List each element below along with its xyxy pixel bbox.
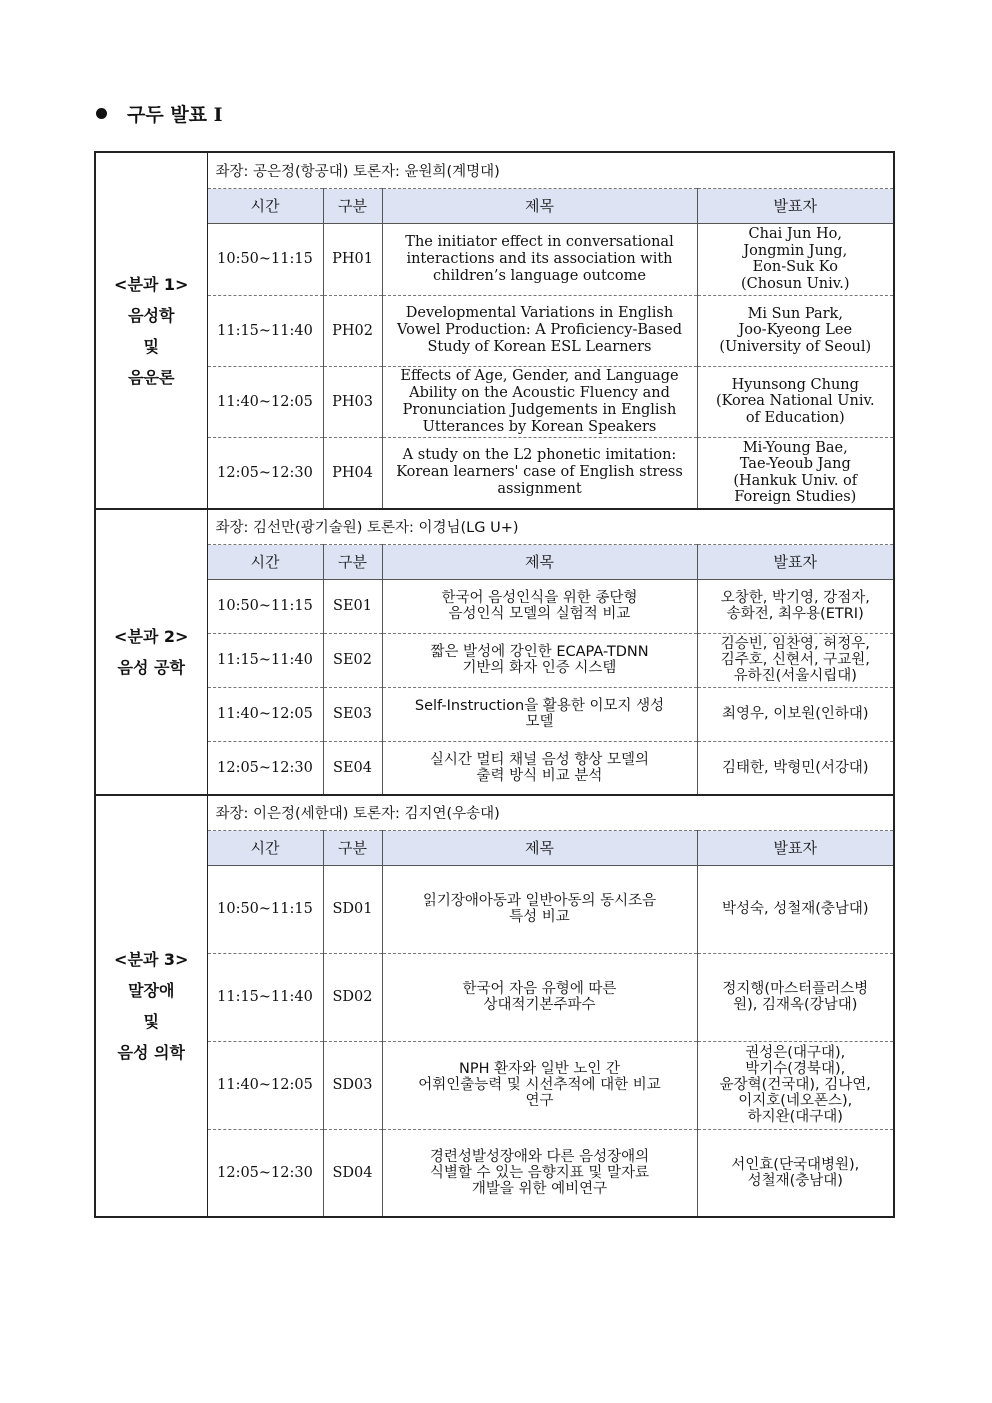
- title-line: Pronunciation Judgements in English: [402, 401, 677, 418]
- table-row: [95, 741, 894, 795]
- title-cell: [382, 579, 697, 633]
- title-cell: [382, 953, 697, 1041]
- session-name-line: 음운론: [128, 367, 175, 387]
- time-cell: 12:05~12:30: [207, 437, 323, 509]
- time-cell: 11:15~11:40: [207, 953, 323, 1041]
- code-cell: PH02: [323, 295, 382, 366]
- title-header: 제목: [382, 830, 697, 865]
- column-header-row: [95, 830, 894, 865]
- presenter-cell: [697, 223, 894, 295]
- title-line: Developmental Variations in English: [405, 305, 674, 321]
- presenter-line: 유하진(서울시립대): [733, 668, 857, 684]
- title-line: 기반의 화자 인증 시스템: [462, 660, 617, 676]
- session-name-line: 음성 의학: [117, 1043, 185, 1062]
- title-line: NPH 환자와 일반 노인 간: [459, 1061, 620, 1077]
- presenter-line: (University of Seoul): [719, 338, 872, 355]
- title-line: A study on the L2 phonetic imitation:: [402, 447, 677, 464]
- time-cell: 11:40~12:05: [207, 366, 323, 437]
- session-name-line: <분과 2>: [114, 627, 189, 646]
- time-cell: 12:05~12:30: [207, 1129, 323, 1217]
- presenter-line: Mi-Young Bae,: [742, 439, 848, 456]
- session-name-line: <분과 1>: [114, 274, 189, 294]
- table-row: [95, 437, 894, 509]
- session-chair-info: 좌장: 이은정(세한대) 토론자: 김지연(우송대): [207, 795, 894, 830]
- title-line: 식별할 수 있는 음향지표 및 말자료: [429, 1164, 650, 1181]
- presenter-line: Mi Sun Park,: [747, 305, 843, 322]
- presenter-line: 원), 김재옥(강남대): [733, 997, 858, 1013]
- presenter-line: Hyunsong Chung: [731, 376, 859, 393]
- presenter-line: Jongmin Jung,: [743, 242, 848, 259]
- time-header: 시간: [207, 544, 323, 579]
- session-name-line: 및: [143, 336, 159, 356]
- code-cell: PH03: [323, 366, 382, 437]
- presenter-line: 최영우, 이보원(인하대): [721, 706, 869, 722]
- presenter-line: of Education): [745, 409, 845, 426]
- time-header: 시간: [207, 188, 323, 223]
- presenter-line: 이지호(네오폰스),: [738, 1093, 853, 1109]
- time-cell: 12:05~12:30: [207, 741, 323, 795]
- presenter-cell: [697, 579, 894, 633]
- session-name: [95, 795, 207, 1217]
- title-cell: [382, 223, 697, 295]
- presenter-header: 발표자: [697, 830, 894, 865]
- title-cell: [382, 687, 697, 741]
- title-line: 어휘인출능력 및 시선추적에 대한 비교: [418, 1077, 661, 1093]
- presenter-line: 서인효(단국대병원),: [731, 1156, 860, 1173]
- session-name: [95, 509, 207, 795]
- title-cell: [382, 633, 697, 687]
- presenter-cell: [697, 687, 894, 741]
- presenter-line: (Chosun Univ.): [741, 275, 850, 292]
- presenter-line: 김승빈, 임찬영, 허정우,: [720, 636, 870, 652]
- code-header: 구분: [323, 188, 382, 223]
- table-row: [95, 295, 894, 366]
- title-line: 읽기장애아동과 일반아동의 동시조음: [422, 893, 657, 909]
- code-cell: SE01: [323, 579, 382, 633]
- table-row: [95, 1129, 894, 1217]
- code-header: 구분: [323, 544, 382, 579]
- presenter-line: Foreign Studies): [734, 489, 857, 506]
- time-cell: 10:50~11:15: [207, 579, 323, 633]
- bullet-icon: [96, 108, 107, 119]
- table-row: [95, 865, 894, 953]
- session-name-line: 음성 공학: [117, 658, 185, 677]
- title-line: Ability on the Acoustic Fluency and: [409, 384, 670, 401]
- table-row: [95, 366, 894, 437]
- presenter-line: 박기수(경북대),: [745, 1061, 846, 1077]
- column-header-row: [95, 544, 894, 579]
- presenter-cell: [697, 437, 894, 509]
- session-chair-row: [95, 152, 894, 188]
- presenter-line: 성철재(충남대): [747, 1172, 843, 1189]
- title-cell: [382, 1041, 697, 1129]
- title-line: 한국어 자음 유형에 따른: [462, 981, 617, 997]
- presenter-line: 윤장혁(건국대), 김나연,: [719, 1077, 871, 1093]
- title-header: 제목: [382, 544, 697, 579]
- presenter-line: 정지행(마스터플러스병: [722, 981, 869, 997]
- presenter-line: 오창한, 박기영, 강점자,: [720, 590, 870, 606]
- title-line: interactions and its association with: [406, 250, 673, 267]
- code-header: 구분: [323, 830, 382, 865]
- code-cell: SD04: [323, 1129, 382, 1217]
- presenter-line: Chai Jun Ho,: [748, 226, 842, 242]
- session-name-line: 및: [143, 1012, 159, 1031]
- title-line: children’s language outcome: [433, 267, 646, 284]
- title-line: assignment: [497, 481, 582, 498]
- presenter-line: (Hankuk Univ. of: [733, 472, 858, 489]
- presenter-line: Eon-Suk Ko: [752, 259, 838, 275]
- presenter-cell: [697, 1129, 894, 1217]
- title-cell: [382, 295, 697, 366]
- presenter-cell: [697, 366, 894, 437]
- code-cell: SD02: [323, 953, 382, 1041]
- time-cell: 11:40~12:05: [207, 687, 323, 741]
- title-line: Study of Korean ESL Learners: [427, 339, 652, 355]
- code-cell: SD01: [323, 865, 382, 953]
- title-line: 경련성발성장애와 다른 음성장애의: [429, 1148, 650, 1165]
- time-cell: 11:40~12:05: [207, 1041, 323, 1129]
- title-cell: [382, 865, 697, 953]
- schedule-table: [94, 151, 895, 1218]
- session-name-line: 음성학: [128, 305, 175, 325]
- time-header: 시간: [207, 830, 323, 865]
- presenter-line: 송화전, 최우용(ETRI): [726, 606, 864, 622]
- presenter-line: Tae-Yeoub Jang: [739, 456, 851, 473]
- title-line: 모델: [525, 714, 554, 730]
- time-cell: 11:15~11:40: [207, 295, 323, 366]
- presenter-cell: [697, 953, 894, 1041]
- title-line: 연구: [525, 1093, 554, 1109]
- presenter-line: 김주호, 신현서, 구교원,: [720, 652, 870, 668]
- session-chair-row: [95, 509, 894, 544]
- title-line: The initiator effect in conversational: [405, 233, 674, 250]
- code-cell: SE02: [323, 633, 382, 687]
- code-cell: SE03: [323, 687, 382, 741]
- presenter-line: (Korea National Univ.: [715, 393, 875, 410]
- section-heading: [94, 98, 223, 128]
- table-row: [95, 633, 894, 687]
- title-cell: [382, 1129, 697, 1217]
- table-row: [95, 223, 894, 295]
- presenter-cell: [697, 633, 894, 687]
- presenter-line: 박성숙, 성철재(충남대): [721, 901, 869, 917]
- table-row: [95, 1041, 894, 1129]
- table-row: [95, 953, 894, 1041]
- presenter-line: 하지완(대구대): [747, 1109, 843, 1125]
- title-line: 실시간 멀티 채널 음성 향상 모델의: [429, 751, 650, 768]
- title-line: 출력 방식 비교 분석: [476, 767, 603, 784]
- session-chair-row: [95, 795, 894, 830]
- session-chair-info: 좌장: 공은정(항공대) 토론자: 윤원희(계명대): [207, 152, 894, 188]
- presenter-line: Joo-Kyeong Lee: [738, 322, 853, 339]
- code-cell: SD03: [323, 1041, 382, 1129]
- code-cell: PH01: [323, 223, 382, 295]
- title-line: Utterances by Korean Speakers: [422, 418, 657, 435]
- title-header: 제목: [382, 188, 697, 223]
- title-cell: [382, 741, 697, 795]
- presenter-line: 권성은(대구대),: [745, 1045, 846, 1061]
- table-row: [95, 687, 894, 741]
- session-name-line: 말장애: [128, 981, 175, 1000]
- section-heading-text: 구두 발표 I: [127, 103, 223, 126]
- title-line: Effects of Age, Gender, and Language: [400, 367, 679, 384]
- session-name-line: <분과 3>: [114, 950, 189, 969]
- title-cell: [382, 366, 697, 437]
- code-cell: PH04: [323, 437, 382, 509]
- title-line: 개발을 위한 예비연구: [471, 1180, 608, 1197]
- presenter-header: 발표자: [697, 188, 894, 223]
- time-cell: 10:50~11:15: [207, 865, 323, 953]
- table-row: [95, 579, 894, 633]
- title-line: 특성 비교: [509, 909, 570, 925]
- title-line: 짧은 발성에 강인한 ECAPA-TDNN: [430, 644, 649, 660]
- column-header-row: [95, 188, 894, 223]
- presenter-cell: [697, 865, 894, 953]
- code-cell: SE04: [323, 741, 382, 795]
- session-chair-info: 좌장: 김선만(광기술원) 토론자: 이경님(LG U+): [207, 509, 894, 544]
- title-cell: [382, 437, 697, 509]
- title-line: Korean learners' case of English stress: [396, 464, 683, 481]
- title-line: Vowel Production: A Proficiency-Based: [397, 322, 682, 338]
- title-line: 음성인식 모델의 실험적 비교: [448, 606, 631, 622]
- presenter-cell: [697, 741, 894, 795]
- time-cell: 11:15~11:40: [207, 633, 323, 687]
- title-line: 한국어 음성인식을 위한 종단형: [441, 590, 638, 606]
- presenter-cell: [697, 1041, 894, 1129]
- time-cell: 10:50~11:15: [207, 223, 323, 295]
- title-line: Self-Instruction을 활용한 이모지 생성: [414, 698, 665, 714]
- title-line: 상대적기본주파수: [483, 997, 596, 1013]
- presenter-cell: [697, 295, 894, 366]
- presenter-header: 발표자: [697, 544, 894, 579]
- session-name: [95, 152, 207, 509]
- presenter-line: 김태한, 박형민(서강대): [721, 759, 869, 776]
